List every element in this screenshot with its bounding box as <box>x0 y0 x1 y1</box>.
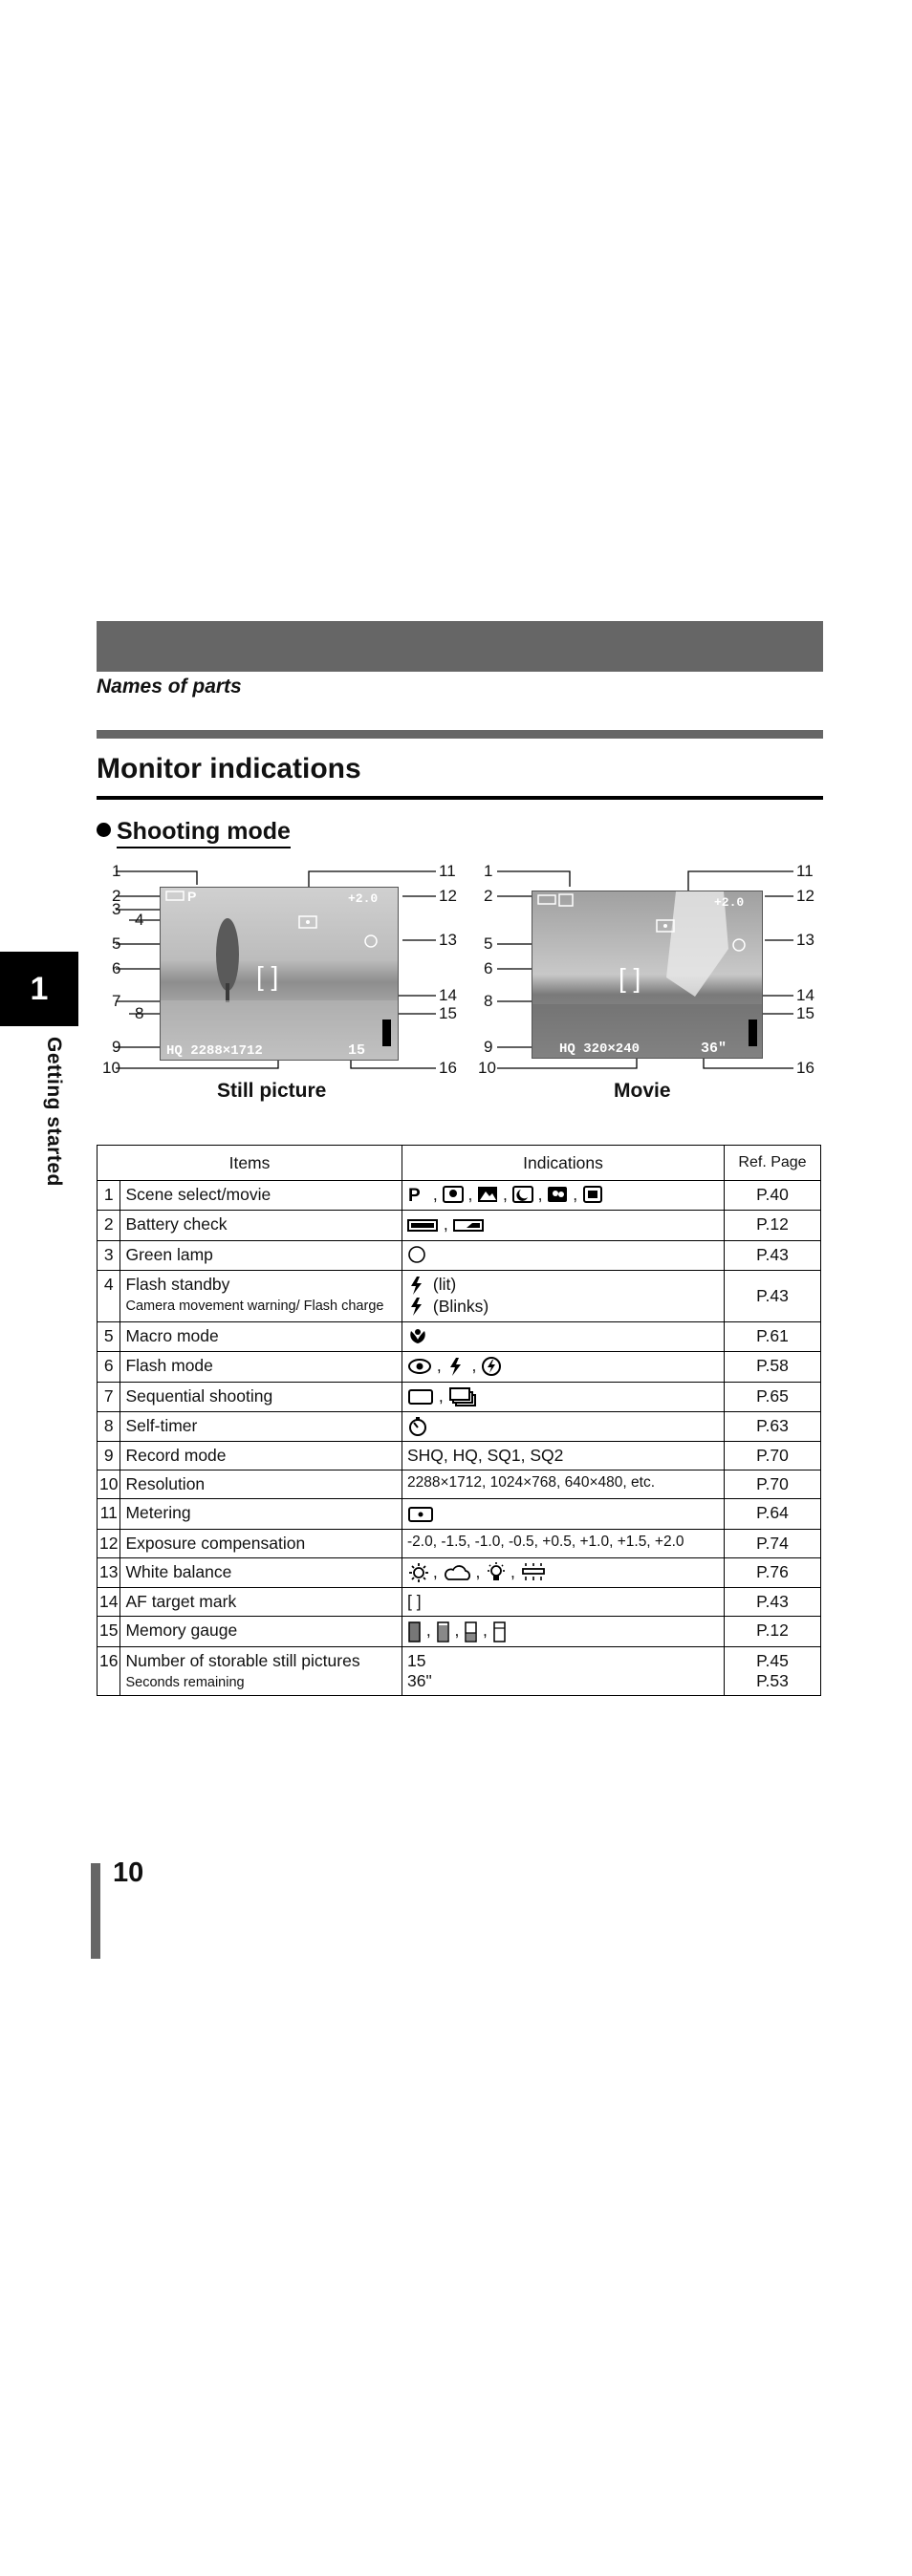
ref-page: P.63 <box>756 1416 789 1435</box>
item-cell <box>120 1529 402 1557</box>
header-band <box>97 621 823 672</box>
row-number: 12 <box>98 1529 120 1557</box>
indication-text: -2.0, -1.5, -1.0, -0.5, +0.5, +1.0, +1.5, +2.0 <box>407 1533 684 1550</box>
item-cell <box>120 1646 402 1695</box>
col-items: Items <box>98 1146 402 1181</box>
item-cell <box>120 1211 402 1240</box>
item-label: Resolution <box>125 1474 206 1494</box>
ref-cell <box>725 1617 821 1646</box>
svg-text:15: 15 <box>348 1042 366 1059</box>
callout-15: 15 <box>439 1004 457 1022</box>
callout-2: 2 <box>484 887 493 905</box>
ref-page: P.58 <box>756 1356 789 1376</box>
callout-10: 10 <box>478 1059 496 1077</box>
ref-cell <box>725 1557 821 1587</box>
item-label: Metering <box>125 1503 191 1523</box>
ref-page: P.12 <box>756 1621 789 1641</box>
svg-text:P: P <box>408 1186 421 1207</box>
ref-page: P.65 <box>756 1385 789 1406</box>
callout-15: 15 <box>796 1004 814 1022</box>
indication-cell <box>402 1442 725 1470</box>
callout-16: 16 <box>796 1059 814 1077</box>
row-number: 10 <box>98 1470 120 1499</box>
callout-12: 12 <box>439 887 457 905</box>
callout-4: 4 <box>135 911 144 929</box>
ref-cell <box>725 1588 821 1617</box>
item-label: Sequential shooting <box>125 1385 273 1406</box>
table-row <box>98 1646 821 1695</box>
still-exposure-readout: +2.0 <box>348 891 379 906</box>
ref-cell <box>725 1352 821 1382</box>
ref-cell <box>725 1529 821 1557</box>
indication-cell <box>402 1646 725 1695</box>
tungsten-icon <box>485 1562 506 1583</box>
indication-cell: P , , , , , <box>402 1181 725 1211</box>
bullet-icon <box>97 823 111 837</box>
row-number: 1 <box>98 1181 120 1211</box>
ref-cell <box>725 1646 821 1695</box>
indication-text-2: 36" <box>407 1670 432 1690</box>
callout-13: 13 <box>439 931 457 949</box>
indication-text: SHQ, HQ, SQ1, SQ2 <box>407 1446 564 1466</box>
page-title: Monitor indications <box>97 753 361 784</box>
still-screen <box>160 887 399 1061</box>
indication-cell <box>402 1470 725 1499</box>
row-number: 6 <box>98 1352 120 1382</box>
ref-cell <box>725 1442 821 1470</box>
ref-cell <box>725 1181 821 1211</box>
callout-7: 7 <box>112 992 121 1010</box>
callout-9: 9 <box>484 1038 493 1056</box>
indication-text: 2288×1712, 1024×768, 640×480, etc. <box>407 1474 656 1492</box>
item-label: Number of storable still pictures <box>125 1650 360 1670</box>
table-row <box>98 1499 821 1529</box>
svg-text:HQ 320×240: HQ 320×240 <box>559 1041 641 1057</box>
ref-cell <box>725 1412 821 1442</box>
flash-icon <box>446 1357 467 1378</box>
table-row <box>98 1557 821 1587</box>
sunny-icon <box>407 1562 428 1583</box>
ref-page: P.70 <box>756 1446 789 1466</box>
indication-cell <box>402 1529 725 1557</box>
row-number: 4 <box>98 1271 120 1322</box>
item-label: Record mode <box>125 1446 227 1466</box>
item-cell <box>120 1617 402 1646</box>
item-cell <box>120 1470 402 1499</box>
ref-cell <box>725 1382 821 1411</box>
callout-9: 9 <box>112 1038 121 1056</box>
row-number: 3 <box>98 1240 120 1270</box>
callout-11: 11 <box>796 862 814 880</box>
landscape-icon <box>477 1185 498 1206</box>
item-cell <box>120 1382 402 1411</box>
table-row <box>98 1352 821 1382</box>
table-row <box>98 1529 821 1557</box>
row-number: 9 <box>98 1442 120 1470</box>
ref-page-2: P.53 <box>756 1670 789 1690</box>
item-label: AF target mark <box>125 1592 237 1612</box>
table-row <box>98 1321 821 1351</box>
night-scene-icon <box>512 1185 533 1206</box>
item-label: Green lamp <box>125 1244 213 1264</box>
row-number: 15 <box>98 1617 120 1646</box>
item-cell <box>120 1321 402 1351</box>
table-row <box>98 1271 821 1322</box>
memory-3-icon <box>436 1621 450 1642</box>
flash-icon <box>407 1297 428 1318</box>
row-number: 8 <box>98 1412 120 1442</box>
svg-text:36": 36" <box>701 1041 727 1057</box>
item-cell <box>120 1271 402 1322</box>
indication-cell <box>402 1321 725 1351</box>
ref-page: P.70 <box>756 1474 789 1494</box>
fluorescent-icon <box>520 1562 547 1583</box>
movie-caption: Movie <box>614 1080 671 1102</box>
breadcrumb: Names of parts <box>97 676 242 698</box>
callout-5: 5 <box>484 934 493 953</box>
item-label: Self-timer <box>125 1416 198 1435</box>
memory-2-icon <box>464 1621 478 1642</box>
ref-page: P.12 <box>756 1214 789 1234</box>
item-label: Scene select/movie <box>125 1185 271 1204</box>
indication-cell: , , , <box>402 1617 725 1646</box>
table-header-row <box>98 1146 821 1181</box>
table-row <box>98 1412 821 1442</box>
spot-metering-icon <box>407 1504 434 1525</box>
row-number: 11 <box>98 1499 120 1529</box>
ref-page: P.64 <box>756 1503 789 1523</box>
callout-11: 11 <box>439 862 456 880</box>
page-number: 10 <box>113 1857 144 1888</box>
chapter-label: Getting started <box>43 1037 65 1187</box>
green-lamp-icon <box>407 1245 428 1266</box>
table-row <box>98 1181 821 1211</box>
red-eye-icon <box>407 1357 432 1378</box>
table-row <box>98 1211 821 1240</box>
indication-cell <box>402 1588 725 1617</box>
callout-3: 3 <box>112 900 121 918</box>
ref-cell <box>725 1240 821 1270</box>
row-number: 16 <box>98 1646 120 1695</box>
svg-text:[ ]: [ ] <box>256 961 279 991</box>
table-row <box>98 1588 821 1617</box>
item-cell <box>120 1442 402 1470</box>
ref-page: P.61 <box>756 1325 789 1345</box>
item-label: White balance <box>125 1561 232 1581</box>
table-row <box>98 1617 821 1646</box>
item-cell <box>120 1588 402 1617</box>
indication-cell <box>402 1271 725 1322</box>
callout-14: 14 <box>796 986 814 1004</box>
callout-2: 2 <box>112 887 121 905</box>
svg-text:[ ]: [ ] <box>619 963 641 993</box>
movie-scene <box>532 891 762 1058</box>
macro-icon <box>407 1326 428 1347</box>
indications-table <box>97 1145 821 1696</box>
callout-8: 8 <box>135 1004 144 1022</box>
ref-page: P.43 <box>756 1592 789 1612</box>
callout-16: 16 <box>439 1059 457 1077</box>
flash-off-icon <box>481 1357 502 1378</box>
callout-14: 14 <box>439 986 457 1004</box>
row-number: 13 <box>98 1557 120 1587</box>
svg-text:P: P <box>187 889 197 904</box>
ref-cell <box>725 1321 821 1351</box>
item-cell <box>120 1181 402 1211</box>
callout-6: 6 <box>484 959 493 977</box>
indication-text-2: (Blinks) <box>432 1296 489 1316</box>
item-cell <box>120 1352 402 1382</box>
movie-screen <box>532 891 763 1059</box>
item-label: Flash standby <box>125 1275 230 1295</box>
memory-empty-icon <box>492 1621 507 1642</box>
callout-6: 6 <box>112 959 121 977</box>
callout-1: 1 <box>484 862 493 880</box>
callout-8: 8 <box>484 992 493 1010</box>
ref-page: P.43 <box>756 1286 789 1305</box>
movie-icon <box>582 1185 603 1206</box>
svg-text:+2.0: +2.0 <box>714 895 745 910</box>
battery-full-icon <box>407 1215 439 1236</box>
indication-text: (lit) <box>432 1275 457 1295</box>
callout-5: 5 <box>112 934 121 953</box>
memory-full-icon <box>407 1621 422 1642</box>
item-label: Flash mode <box>125 1356 213 1376</box>
callout-10: 10 <box>102 1059 120 1077</box>
subtitle-text: Shooting mode <box>117 818 291 848</box>
indication-cell <box>402 1412 725 1442</box>
indication-text: [ ] <box>407 1592 422 1612</box>
title-underline <box>97 796 823 800</box>
still-figure <box>97 850 498 1113</box>
table-row <box>98 1442 821 1470</box>
item-cell <box>120 1557 402 1587</box>
item-sublabel: Camera movement warning/ Flash charge <box>125 1299 384 1315</box>
callout-12: 12 <box>796 887 814 905</box>
indication-cell: , , , <box>402 1557 725 1587</box>
row-number: 2 <box>98 1211 120 1240</box>
col-indications: Indications <box>402 1146 725 1181</box>
item-label: Battery check <box>125 1214 228 1234</box>
svg-text:HQ 2288×1712: HQ 2288×1712 <box>166 1043 263 1059</box>
still-scene <box>161 888 398 1060</box>
ref-page: P.43 <box>756 1244 789 1264</box>
row-number: 5 <box>98 1321 120 1351</box>
row-number: 7 <box>98 1382 120 1411</box>
single-frame-icon <box>407 1386 434 1407</box>
ref-page: P.40 <box>756 1185 789 1204</box>
ref-page: P.74 <box>756 1533 789 1553</box>
indication-cell <box>402 1499 725 1529</box>
item-sublabel: Seconds remaining <box>125 1674 245 1690</box>
callout-1: 1 <box>112 862 121 880</box>
table-row <box>98 1240 821 1270</box>
indication-cell: , , <box>402 1352 725 1382</box>
table-row <box>98 1470 821 1499</box>
item-label: Exposure compensation <box>125 1533 306 1553</box>
flash-icon <box>407 1276 428 1297</box>
indication-cell <box>402 1240 725 1270</box>
row-number: 14 <box>98 1588 120 1617</box>
ref-cell <box>725 1271 821 1322</box>
ref-cell <box>725 1470 821 1499</box>
ref-cell <box>725 1499 821 1529</box>
col-ref-page: Ref. Page <box>725 1146 821 1181</box>
ref-page: P.45 <box>756 1650 789 1670</box>
still-caption: Still picture <box>217 1080 327 1102</box>
self-portrait-icon <box>547 1185 568 1206</box>
portrait-icon <box>443 1185 464 1206</box>
section-subtitle <box>97 818 291 846</box>
indication-cell: , <box>402 1211 725 1240</box>
cloudy-icon <box>443 1562 471 1583</box>
ref-cell <box>725 1211 821 1240</box>
item-cell <box>120 1240 402 1270</box>
table-row <box>98 1382 821 1411</box>
movie-figure <box>478 850 822 1113</box>
item-label: Macro mode <box>125 1325 219 1345</box>
chapter-tab: 1 <box>0 952 78 1026</box>
indication-text: 15 <box>407 1650 426 1670</box>
page-number-bar <box>91 1863 100 1959</box>
section-rule <box>97 730 823 739</box>
sequential-icon <box>448 1386 477 1407</box>
item-cell <box>120 1412 402 1442</box>
callout-13: 13 <box>796 931 814 949</box>
self-timer-icon <box>407 1416 428 1437</box>
p-mode-icon <box>407 1185 428 1206</box>
ref-page: P.76 <box>756 1561 789 1581</box>
item-label: Memory gauge <box>125 1621 238 1641</box>
battery-low-icon <box>453 1215 485 1236</box>
item-cell <box>120 1499 402 1529</box>
indication-cell: , <box>402 1382 725 1411</box>
